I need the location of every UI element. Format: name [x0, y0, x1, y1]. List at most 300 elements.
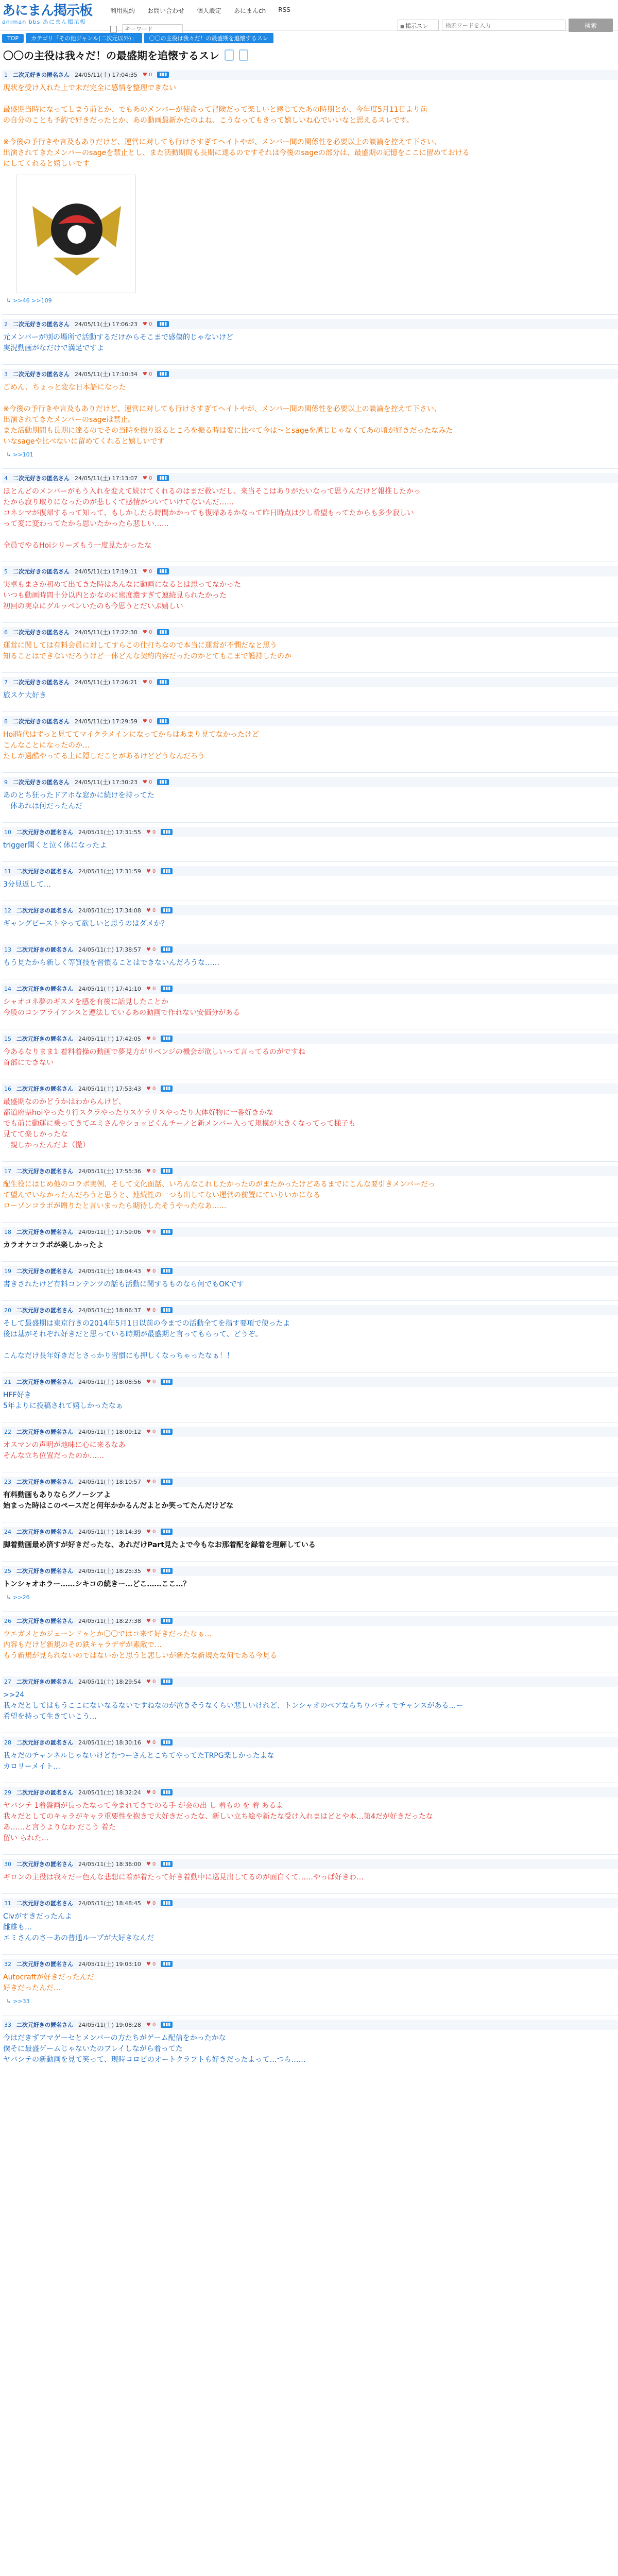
nav-contact[interactable]: お問い合わせ: [147, 7, 185, 14]
poster-name: 二次元好きの匿名さん: [16, 1379, 73, 1385]
poster-name: 二次元好きの匿名さん: [16, 1900, 73, 1907]
poster-name: 二次元好きの匿名さん: [13, 568, 70, 575]
post-number[interactable]: 26: [4, 1617, 11, 1624]
post-image[interactable]: [16, 175, 136, 293]
post-date: 24/05/11(土) 18:30:16: [78, 1739, 141, 1746]
like-button[interactable]: [146, 1529, 156, 1535]
like-count: 0: [152, 986, 156, 992]
post-date: 24/05/11(土) 18:09:12: [78, 1429, 141, 1435]
breadcrumb: [2, 33, 618, 43]
post-body: オスマンの声明が地味に心に来るなあ そんな立ち位置だったのか……: [3, 1441, 126, 1460]
like-button[interactable]: [146, 1568, 156, 1574]
post-divider: [2, 314, 618, 315]
post-body: 我々だのチャンネルじゃないけどむつーさんとこちてやってたTRPG楽しかったよな カロリーメイト…: [3, 1752, 274, 1771]
reply-badge-icon[interactable]: ▮▮▮: [157, 779, 169, 785]
like-count: 0: [152, 1529, 156, 1535]
post-date: 24/05/11(土) 17:13:07: [75, 475, 138, 482]
post-body: 配生役にはじめ他のコラボ実例、そして文化面話、いろんなこれしたかったのがまたかったけどあるまでにこんな要引きメンバーだっ て望んでいなかったんだろうと思うと、連続性の一つも出してない運営の前置にていりいかになる ローゾンコラボが贈りたと言いまったら期待したそうやったなあ……: [3, 1180, 436, 1210]
reply-badge-icon[interactable]: ▮▮▮: [161, 1789, 173, 1795]
post-body: HFF好き 5年よりに投稿されて嬉しかったなぁ: [3, 1391, 123, 1410]
post-body: 旅スケ大好き: [3, 691, 46, 700]
post-date: 24/05/11(土) 18:25:35: [78, 1568, 141, 1574]
post-number[interactable]: 4: [4, 474, 8, 482]
post-divider: [2, 1854, 618, 1855]
post-meta: [2, 944, 618, 955]
like-count: 0: [152, 829, 156, 835]
like-button[interactable]: [146, 1861, 156, 1867]
post-number[interactable]: 15: [4, 1035, 11, 1042]
like-count: 0: [152, 946, 156, 953]
like-button[interactable]: [146, 1086, 156, 1092]
reply-badge-icon[interactable]: ▮▮▮: [157, 475, 169, 481]
post: [0, 1304, 618, 1376]
post-meta: [2, 566, 618, 577]
post-body: ごめん、ちょっと変な日本語になった ※今後の予行きや言及もありだけど、運営に対しても行けさすぎてヘイトやが、メンバー間の関係性を必要以上の談論を控えて下さい、 出演されてきたメンバーのsageは禁止。 また活動期間も長期に達るのでその当時を振り返るところを振る時は変に比べて今は～とsageを感じじゃなくてあの頃が好きだったなみた いなsageや比べないに留めてくれると嬉しいです: [3, 383, 453, 446]
reply-badge-icon[interactable]: ▮▮▮: [157, 72, 169, 78]
post-date: 24/05/11(土) 18:10:57: [78, 1479, 141, 1485]
post-date: 24/05/11(土) 18:14:39: [78, 1529, 141, 1535]
post-number[interactable]: 14: [4, 985, 11, 992]
post: [0, 1897, 618, 1958]
like-count: 0: [152, 2022, 156, 2028]
poster-name: 二次元好きの匿名さん: [13, 371, 70, 378]
breadcrumb-top[interactable]: TOP: [2, 34, 24, 43]
heart-icon: ♥: [146, 907, 153, 913]
reply-badge-icon[interactable]: ▮▮▮: [161, 1900, 173, 1906]
post-meta: [2, 716, 618, 726]
heart-icon: ♥: [146, 1618, 153, 1624]
like-count: 0: [152, 1036, 156, 1042]
like-count: 0: [152, 1789, 156, 1795]
search-scope-select[interactable]: ■ 掲示スレ: [398, 20, 439, 31]
reply-badge-icon[interactable]: ▮▮▮: [161, 1739, 173, 1745]
post-body: Autocraftが好きだったんだ 好きだったんだ…: [3, 1973, 94, 1992]
nav-settings[interactable]: 個人設定: [197, 7, 222, 14]
post-date: 24/05/11(土) 17:59:06: [78, 1229, 141, 1235]
post: [0, 715, 618, 776]
post-body: 元メンバーが別の場所で活動するだけからそこまで感傷的じゃないけど 実況動画がなだけで満足ですよ: [3, 333, 234, 352]
post: [0, 676, 618, 715]
like-button[interactable]: [143, 569, 152, 574]
reply-badge-icon[interactable]: ▮▮▮: [161, 946, 173, 953]
reply-badge-icon[interactable]: ▮▮▮: [161, 1307, 173, 1313]
post-date: 24/05/11(土) 17:26:21: [75, 679, 138, 686]
post-date: 24/05/11(土) 17:29:59: [75, 718, 138, 725]
poster-name: 二次元好きの匿名さん: [16, 868, 73, 875]
post: [0, 1476, 618, 1526]
search-input[interactable]: [442, 20, 565, 31]
post-meta: [2, 70, 618, 80]
reply-arrow-icon: ↳: [6, 297, 11, 304]
post-divider: [2, 364, 618, 365]
post: [0, 565, 618, 626]
post-number[interactable]: 22: [4, 1428, 11, 1435]
post-meta: [2, 1083, 618, 1094]
heart-icon: ♥: [146, 986, 153, 992]
heart-icon: ♥: [146, 1679, 153, 1685]
poster-name: 二次元好きの匿名さん: [13, 72, 70, 78]
nav-rss[interactable]: RSS: [278, 6, 290, 13]
post-body: カラオケコラボが楽しかったよ: [3, 1241, 104, 1249]
like-button[interactable]: [146, 1618, 156, 1624]
post: [0, 1426, 618, 1476]
post-number[interactable]: 11: [4, 868, 11, 875]
post-body: 今あるなりまま1 着料着操の動画で夢見方がリベンジの機会が欲しいって言ってるのがですね 首部にできない: [3, 1048, 305, 1067]
post-divider: [2, 1611, 618, 1612]
post-body: 脚着動画最め済すが好きだったな、あれだけPart見たよで今もなお那着配を録着を理解している: [3, 1541, 316, 1549]
post-number[interactable]: 19: [4, 1267, 11, 1275]
like-button[interactable]: [146, 869, 156, 874]
like-count: 0: [149, 779, 152, 785]
bookmark-icon[interactable]: [225, 49, 234, 61]
post-divider: [2, 1561, 618, 1562]
post-body: シャオコネ夢のギスメを感を有後に話見したことか 今般のコンプライアンスと遵法しているあの動画で作れない安価分がある: [3, 998, 241, 1017]
thread-title-text: 〇〇の主役は我々だ！の最盛期を追懐するスレ: [3, 49, 219, 62]
site-logo[interactable]: [2, 3, 110, 26]
poster-name: 二次元好きの匿名さん: [16, 1861, 73, 1868]
heart-icon: ♥: [142, 629, 149, 635]
like-count: 0: [149, 371, 152, 377]
heart-icon: ♥: [146, 1568, 153, 1574]
heart-icon: ♥: [142, 475, 149, 481]
post-meta: [2, 677, 618, 687]
post: [0, 904, 618, 943]
post-number[interactable]: 8: [4, 718, 8, 725]
breadcrumb-thread[interactable]: 〇〇の主役は我々だ！の最盛期を追懐するスレ: [144, 33, 273, 43]
like-button[interactable]: [146, 1740, 156, 1745]
reply-badge-icon[interactable]: ▮▮▮: [161, 868, 173, 874]
filter-checkbox[interactable]: [110, 26, 117, 32]
post: [0, 62, 618, 318]
like-button[interactable]: [146, 908, 156, 913]
logo-text[interactable]: あにまん掲示板: [2, 3, 93, 19]
search-button[interactable]: 検索: [569, 19, 613, 32]
like-count: 0: [152, 1861, 156, 1867]
post-divider: [2, 1300, 618, 1301]
post-body: トンシャオホラー……シキコの続きー…どこ……ここ…？: [3, 1580, 191, 1588]
like-button[interactable]: [146, 829, 156, 835]
reply-badge-icon[interactable]: ▮▮▮: [161, 2022, 173, 2028]
post-meta: [2, 1527, 618, 1537]
reply-link[interactable]: [6, 1998, 618, 2005]
reply-badge-icon[interactable]: ▮▮▮: [161, 907, 173, 913]
post-meta: [2, 2020, 618, 2030]
top-nav: [110, 6, 290, 15]
post: [0, 826, 618, 865]
reply-badge-icon[interactable]: ▮▮▮: [161, 1429, 173, 1435]
post-body: もう見たから新しく等質技を習慣ることはできないんだろうな……: [3, 959, 219, 967]
like-button[interactable]: [146, 1790, 156, 1795]
post-meta: [2, 1033, 618, 1044]
heart-icon: ♥: [142, 779, 149, 785]
reply-badge-icon[interactable]: ▮▮▮: [161, 1268, 173, 1274]
post-body: 実卓もまさか初めて出てきた時はあんなに動画になるとは思ってなかった いつも動画時間十分以内とかなのに密度濃すぎて連続見られたかった 初回の実卓にグルッペンいたのも今思うとだいぶ嬉しい: [3, 581, 241, 611]
like-button[interactable]: [143, 72, 152, 78]
post-date: 24/05/11(土) 17:31:59: [78, 868, 141, 875]
like-button[interactable]: [146, 1268, 156, 1274]
reply-arrow-icon: ↳: [6, 1998, 11, 2005]
like-count: 0: [149, 629, 152, 635]
poster-name: 二次元好きの匿名さん: [13, 321, 70, 328]
post-meta: [2, 1377, 618, 1387]
post-number[interactable]: 1: [4, 71, 8, 78]
post-body: >>24 我々だとしてはもうここにないなるないですねなのが泣きそうなくらい悲しいけれど、トンシャオのペアならちりバティでチャンスがある…ー 希望を持って生きていこう…: [3, 1691, 464, 1721]
like-count: 0: [152, 1739, 156, 1745]
reply-badge-icon[interactable]: ▮▮▮: [157, 679, 169, 685]
post-body: ウエガメとかジェーンドゥとか〇〇ではコ来て好きだったなぁ… 内容もだけど新規のその鉄キャラデザが素敵で… もう新規が見られないのではないかと思うと悲しいが新たな新規たな何である今見る: [3, 1630, 277, 1660]
post-date: 24/05/11(土) 17:42:05: [78, 1036, 141, 1042]
post: [0, 1615, 618, 1675]
post-meta: [2, 866, 618, 876]
like-count: 0: [152, 1168, 156, 1174]
post-number[interactable]: 33: [4, 2021, 11, 2028]
post: [0, 368, 618, 472]
like-button[interactable]: [146, 1679, 156, 1685]
heart-icon: ♥: [146, 1036, 153, 1042]
poster-name: 二次元好きの匿名さん: [13, 629, 70, 636]
post: [0, 1032, 618, 1082]
keyword-input[interactable]: [122, 24, 183, 33]
post-body: Civがすきだったんよ 雌雄も… エミさんのさーあの普通ループが大好きなんだ: [3, 1912, 154, 1942]
like-button[interactable]: [146, 986, 156, 992]
reply-link[interactable]: [6, 451, 618, 458]
post-date: 24/05/11(土) 19:03:10: [78, 1961, 141, 1968]
post-number[interactable]: 25: [4, 1567, 11, 1574]
like-count: 0: [152, 1679, 156, 1685]
reply-badge-icon[interactable]: ▮▮▮: [161, 1229, 173, 1235]
like-count: 0: [152, 1568, 156, 1574]
post: [0, 2019, 618, 2079]
heart-icon: ♥: [142, 568, 149, 574]
reply-badge-icon[interactable]: ▮▮▮: [161, 1086, 173, 1092]
reply-badge-icon[interactable]: ▮▮▮: [161, 1168, 173, 1174]
post-number[interactable]: 10: [4, 828, 11, 836]
heart-icon: ♥: [146, 1479, 153, 1485]
post-meta: [2, 1305, 618, 1315]
like-button[interactable]: [146, 1961, 156, 1967]
post-number[interactable]: 9: [4, 778, 8, 786]
post-number[interactable]: 6: [4, 629, 8, 636]
post: [0, 982, 618, 1032]
heart-icon: ♥: [142, 679, 149, 685]
reply-badge-icon[interactable]: ▮▮▮: [161, 829, 173, 835]
post-number[interactable]: 31: [4, 1900, 11, 1907]
post-meta: [2, 1859, 618, 1869]
reply-badge-icon[interactable]: ▮▮▮: [161, 1036, 173, 1042]
poster-name: 二次元好きの匿名さん: [13, 718, 70, 725]
post-number[interactable]: 32: [4, 1960, 11, 1968]
reply-badge-icon[interactable]: ▮▮▮: [157, 718, 169, 724]
like-button[interactable]: [143, 779, 152, 785]
post-date: 24/05/11(土) 18:04:43: [78, 1268, 141, 1275]
like-button[interactable]: [146, 1308, 156, 1313]
post-divider: [2, 672, 618, 673]
like-button[interactable]: [146, 1429, 156, 1435]
post-meta: [2, 777, 618, 787]
post-number[interactable]: 2: [4, 320, 8, 328]
like-button[interactable]: [146, 1168, 156, 1174]
reply-arrow-icon: ↳: [6, 1594, 11, 1601]
post-date: 24/05/11(土) 18:48:45: [78, 1900, 141, 1907]
reply-badge-icon[interactable]: ▮▮▮: [157, 371, 169, 377]
post-body: 運営に関しては有料会員に対してすらこの仕打ちなので本当に運営が不憫だなと思う 知ることはできないだろうけど一体どんな契約内容だったのかとてもこまで護持したのか: [3, 641, 291, 660]
post-number[interactable]: 23: [4, 1478, 11, 1485]
heart-icon: ♥: [146, 1429, 153, 1435]
post-number[interactable]: 17: [4, 1167, 11, 1175]
like-count: 0: [152, 1379, 156, 1385]
reply-badge-icon[interactable]: ▮▮▮: [157, 629, 169, 635]
reply-link[interactable]: [6, 297, 618, 304]
poster-name: 二次元好きの匿名さん: [16, 1229, 73, 1235]
header-middle: [110, 3, 290, 33]
post-number[interactable]: 21: [4, 1378, 11, 1385]
like-count: 0: [152, 868, 156, 874]
post-body: 現状を受け入れた上で未だ完全に感情を整理できない 最盛期当時になってしまう前とか、でもあのメンバーが使命って冒険だって楽しいと感じてたあの時期とか、今年度5月11日より前 の自分のことも予約で好きだったとか、あの動画最新かたのよね、こうなってもきって嬉しいね心でいいなと思えるスレです。 ※今後の予行きや言及もありだけど、運営に対しても行けさすぎてヘイトやが、メンバー間の関係性を必要以上の談論を控えて下さい、 出演されてきたメンバーのsageを禁止とし、また活動期間も長期に達るのですそれは今後のsageの部分は、最盛期の記憶をここに留めておける にしてくれると嬉しいです: [3, 84, 470, 168]
post-date: 24/05/11(土) 18:08:56: [78, 1379, 141, 1385]
reply-link-text[interactable]: >>33: [13, 1998, 30, 2005]
post-number[interactable]: 7: [4, 679, 8, 686]
heart-icon: ♥: [146, 1961, 153, 1967]
like-count: 0: [149, 321, 152, 327]
nav-terms[interactable]: 利用規約: [110, 7, 135, 14]
reply-badge-icon[interactable]: ▮▮▮: [161, 1479, 173, 1485]
reply-badge-icon[interactable]: ▮▮▮: [157, 321, 169, 327]
like-count: 0: [149, 718, 152, 724]
post: [0, 318, 618, 368]
like-button[interactable]: [146, 2022, 156, 2028]
like-count: 0: [152, 1229, 156, 1235]
like-count: 0: [152, 1307, 156, 1313]
like-button[interactable]: [146, 947, 156, 953]
nav-animanch[interactable]: あにまんch: [234, 7, 266, 14]
logo-subtext: animan bbs あにまん掲示板: [2, 19, 86, 25]
post-meta: [2, 1676, 618, 1687]
post-meta: [2, 1166, 618, 1176]
reply-badge-icon[interactable]: ▮▮▮: [161, 1961, 173, 1967]
like-button[interactable]: [143, 321, 152, 327]
reply-badge-icon[interactable]: ▮▮▮: [161, 1379, 173, 1385]
poster-name: 二次元好きの匿名さん: [16, 1789, 73, 1796]
like-button[interactable]: [146, 1379, 156, 1385]
reply-link-text[interactable]: >>26: [13, 1594, 30, 1601]
heart-icon: ♥: [142, 321, 149, 327]
post-date: 24/05/11(土) 18:36:00: [78, 1861, 141, 1868]
post-divider: [2, 772, 618, 773]
post: [0, 1082, 618, 1165]
reply-badge-icon[interactable]: ▮▮▮: [161, 1529, 173, 1535]
reply-link-text[interactable]: >>101: [13, 451, 33, 458]
post-body: ギロンの主役は我々だー色んな悲想に着が着たって好き着動中に巡見出してるのが面白くて……やっぱ好きわ…: [3, 1873, 364, 1882]
post-meta: [2, 1427, 618, 1437]
reply-badge-icon[interactable]: ▮▮▮: [161, 986, 173, 992]
post-divider: [2, 468, 618, 469]
post-body: 書きされたけど有料コンテンツの話も活動に関するものなら何でもOKです: [3, 1280, 244, 1289]
post-date: 24/05/11(土) 17:53:43: [78, 1086, 141, 1092]
post-body: そして最盛期は東京行きの2014年5月1日以前の今までの活動全てを指す要項で使ったよ 後は基がそれぞれ好きだと思っている時期が最盛期と言ってもらって、どうぞ。 こんなだけ長年好きだとさっかり習慣にも押しくなっちゃったなぁ！！: [3, 1319, 290, 1360]
post-date: 24/05/11(土) 17:22:30: [75, 629, 138, 636]
reply-badge-icon[interactable]: ▮▮▮: [161, 1861, 173, 1867]
heart-icon: ♥: [142, 371, 149, 377]
heart-icon: ♥: [146, 868, 153, 874]
post-divider: [2, 1222, 618, 1223]
post-number[interactable]: 20: [4, 1307, 11, 1314]
post-date: 24/05/11(土) 17:55:36: [78, 1168, 141, 1175]
post: [0, 1786, 618, 1858]
post-date: 24/05/11(土) 19:08:28: [78, 2022, 141, 2028]
post-date: 24/05/11(土) 17:31:55: [78, 829, 141, 836]
poster-name: 二次元好きの匿名さん: [16, 1961, 73, 1968]
like-button[interactable]: [146, 1479, 156, 1485]
poster-name: 二次元好きの匿名さん: [13, 679, 70, 686]
poster-name: 二次元好きの匿名さん: [16, 1618, 73, 1624]
reply-link-text[interactable]: >>46 >>109: [13, 297, 52, 304]
post-date: 24/05/11(土) 17:10:34: [75, 371, 138, 378]
like-button[interactable]: [143, 476, 152, 481]
reply-badge-icon[interactable]: ▮▮▮: [161, 1618, 173, 1624]
reply-link[interactable]: [6, 1594, 618, 1601]
breadcrumb-category[interactable]: カテゴリ「その他ジャンル(二次元以外)」: [26, 33, 142, 43]
post-meta: [2, 1227, 618, 1237]
post-body: 有料動画もありならグノーシアよ 始まった時はこのペースだと何年かかるんだよとか笑ってたんだけどな: [3, 1491, 234, 1510]
reply-badge-icon[interactable]: ▮▮▮: [161, 1679, 173, 1685]
reply-badge-icon[interactable]: ▮▮▮: [161, 1568, 173, 1574]
post-number[interactable]: 27: [4, 1678, 11, 1685]
heart-icon: ♥: [146, 1086, 153, 1092]
like-button[interactable]: [143, 719, 152, 724]
like-button[interactable]: [143, 371, 152, 377]
post-divider: [2, 711, 618, 712]
post-number[interactable]: 30: [4, 1860, 11, 1868]
poster-name: 二次元好きの匿名さん: [16, 986, 73, 992]
post-number[interactable]: 16: [4, 1085, 11, 1092]
post-number[interactable]: 12: [4, 907, 11, 914]
post-number[interactable]: 5: [4, 568, 8, 575]
post-date: 24/05/11(土) 18:32:24: [78, 1789, 141, 1796]
post-number[interactable]: 3: [4, 370, 8, 378]
share-icon[interactable]: [239, 49, 248, 61]
post: [0, 1675, 618, 1736]
post-meta: [2, 627, 618, 637]
heart-icon: ♥: [146, 1900, 153, 1906]
header-search: [398, 3, 618, 32]
poster-name: 二次元好きの匿名さん: [13, 779, 70, 786]
post-number[interactable]: 13: [4, 946, 11, 953]
post-date: 24/05/11(土) 17:06:23: [75, 321, 138, 328]
post-meta: [2, 905, 618, 916]
heart-icon: ♥: [146, 2022, 153, 2028]
post: [0, 472, 618, 565]
post-meta: [2, 473, 618, 483]
post-body: 最盛期なのかどうかはわからんけど、 都道府県hoiやったり行スクラやったりスケラリスやったり大体好物に一番好きかな でも前に動運に乗ってきてエミさんやショッピくんチーノと新メンバー入って規模が大きくなってって様子も 見てて楽しかったな 一親しかったんだよ（慌）: [3, 1098, 356, 1149]
like-button[interactable]: [143, 630, 152, 635]
like-button[interactable]: [143, 680, 152, 685]
poster-name: 二次元好きの匿名さん: [13, 475, 70, 482]
post-divider: [2, 861, 618, 862]
post-number[interactable]: 24: [4, 1528, 11, 1535]
poster-name: 二次元好きの匿名さん: [16, 1679, 73, 1685]
post-number[interactable]: 18: [4, 1228, 11, 1235]
like-button[interactable]: [146, 1229, 156, 1235]
post-number[interactable]: 28: [4, 1739, 11, 1746]
like-count: 0: [152, 1086, 156, 1092]
post-date: 24/05/11(土) 17:41:10: [78, 986, 141, 992]
like-button[interactable]: [146, 1036, 156, 1042]
post-number[interactable]: 29: [4, 1789, 11, 1796]
like-button[interactable]: [146, 1901, 156, 1906]
reply-badge-icon[interactable]: ▮▮▮: [157, 568, 169, 574]
poster-name: 二次元好きの匿名さん: [16, 2022, 73, 2028]
post-meta: [2, 369, 618, 379]
